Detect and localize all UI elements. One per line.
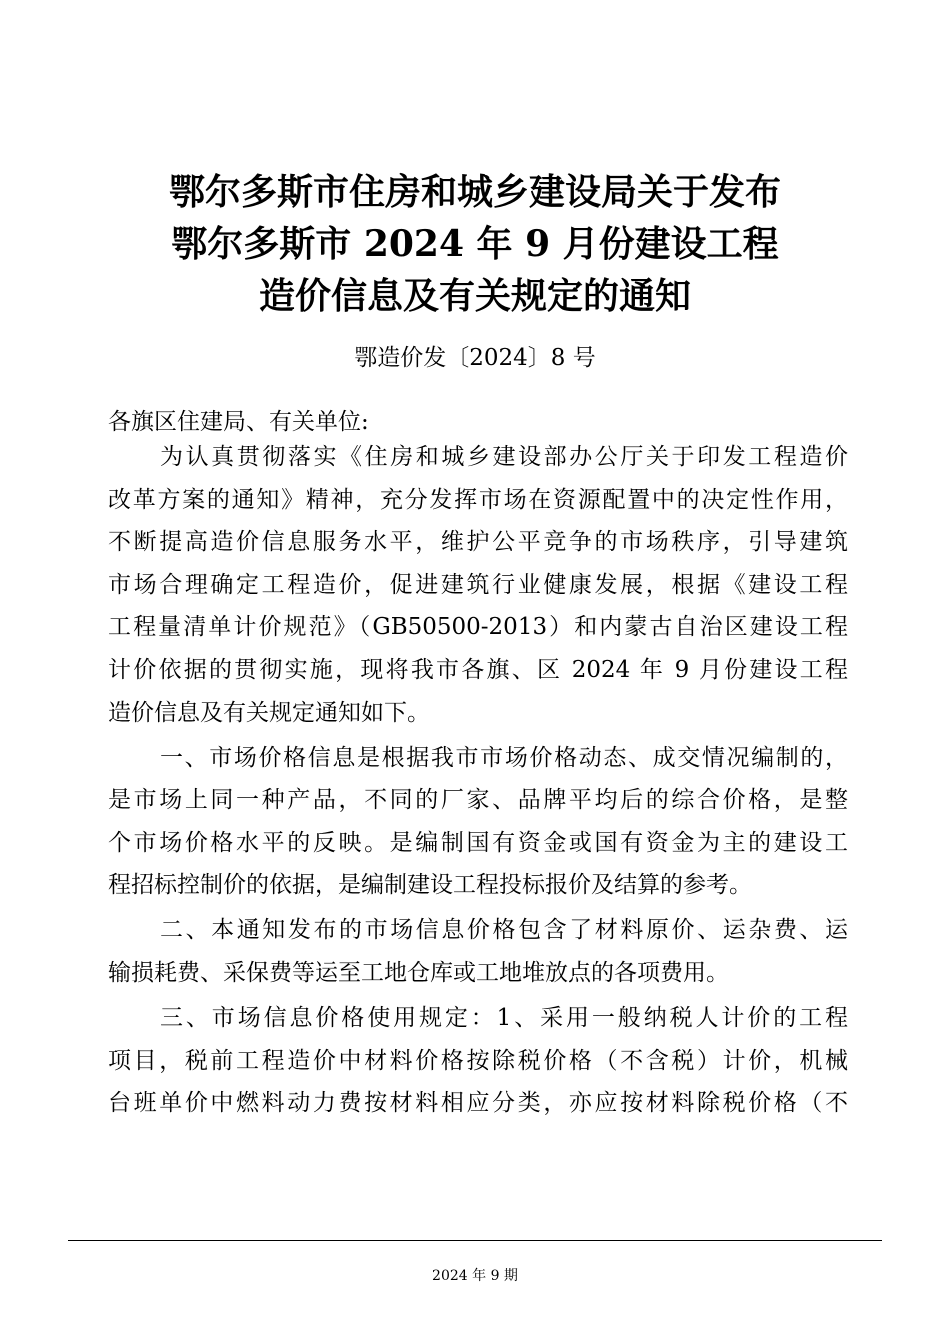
body-line: 程招标控制价的依据，是编制建设工程投标报价及结算的参考。 xyxy=(108,872,752,899)
body-line: 台班单价中燃料动力费按材料相应分类，亦应按材料除税价格（不 xyxy=(108,1090,848,1117)
body-line: 项目，税前工程造价中材料价格按除税价格（不含税）计价，机械 xyxy=(108,1047,848,1074)
body-line: 造价信息及有关规定通知如下。 xyxy=(108,699,430,726)
document-title xyxy=(60,166,890,322)
body-line: 一、市场价格信息是根据我市市场价格动态、成交情况编制的， xyxy=(160,744,848,771)
title-line-3: 造价信息及有关规定的通知 xyxy=(258,275,691,317)
document-body xyxy=(108,438,848,1127)
body-line: 为认真贯彻落实《住房和城乡建设部办公厅关于印发工程造价 xyxy=(160,444,848,470)
title-line-2: 鄂尔多斯市 2024 年 9 月份建设工程 xyxy=(171,223,779,265)
title-line-1: 鄂尔多斯市住房和城乡建设局关于发布 xyxy=(168,171,781,213)
body-line: 是市场上同一种产品，不同的厂家、品牌平均后的综合价格，是整 xyxy=(108,787,848,814)
body-line: 输损耗费、采保费等运至工地仓库或工地堆放点的各项费用。 xyxy=(108,959,729,986)
body-line: 市场合理确定工程造价，促进建筑行业健康发展，根据《建设工程 xyxy=(108,571,848,598)
body-line: 个市场价格水平的反映。是编制国有资金或国有资金为主的建设工 xyxy=(108,829,848,856)
body-line: 计价依据的贯彻实施，现将我市各旗、区 2024 年 9 月份建设工程 xyxy=(108,656,848,683)
footer-issue-label: 2024 年 9 期 xyxy=(432,1268,518,1284)
body-line: 二、本通知发布的市场信息价格包含了材料原价、运杂费、运 xyxy=(160,917,848,944)
footer-divider xyxy=(68,1240,882,1241)
body-line: 工程量清单计价规范》（GB50500-2013）和内蒙古自治区建设工程 xyxy=(108,614,848,641)
body-line: 改革方案的通知》精神，充分发挥市场在资源配置中的决定性作用， xyxy=(108,486,848,513)
body-line: 三、市场信息价格使用规定：1、采用一般纳税人计价的工程 xyxy=(160,1004,848,1031)
document-number: 鄂造价发〔2024〕8 号 xyxy=(354,345,596,371)
body-line: 不断提高造价信息服务水平，维护公平竞争的市场秩序，引导建筑 xyxy=(108,529,848,556)
salutation: 各旗区住建局、有关单位: xyxy=(108,409,369,435)
